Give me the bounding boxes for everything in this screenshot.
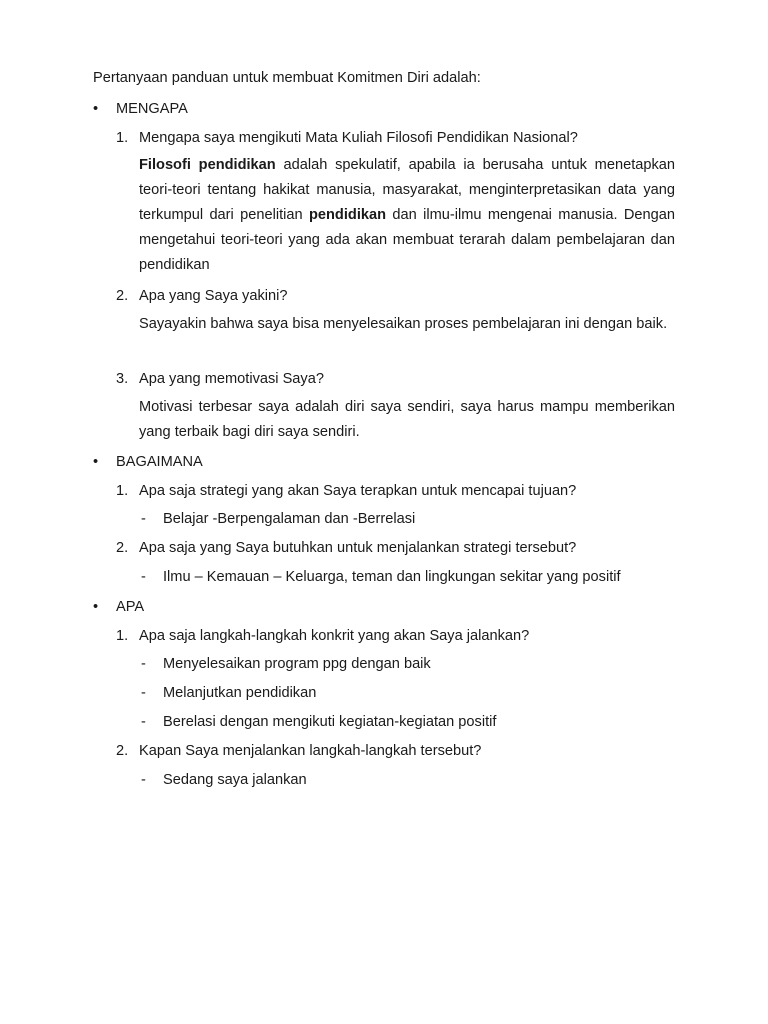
- list-item: Berelasi dengan mengikuti kegiatan-kegiatan positif: [163, 714, 497, 730]
- question-text: Mengapa saya mengikuti Mata Kuliah Filosofi Pendidikan Nasional?: [139, 130, 578, 146]
- question-text: Apa yang Saya yakini?: [139, 288, 288, 304]
- list-item: Belajar -Berpengalaman dan -Berrelasi: [163, 511, 416, 527]
- question-number: 1.: [116, 628, 129, 644]
- dash-marker: -: [141, 511, 146, 527]
- bullet-icon: [93, 99, 105, 119]
- dash-marker: -: [141, 714, 146, 730]
- answer-paragraph: Sayayakin bahwa saya bisa menyelesaikan proses pembelajaran ini dengan baik.: [139, 316, 668, 332]
- question-text: Apa saja langkah-langkah konkrit yang akan Saya jalankan?: [139, 628, 530, 644]
- question-text: Apa yang memotivasi Saya?: [139, 371, 324, 387]
- answer-text: adalah spekulatif, apabila ia berusaha untuk menetapkan teori-teori tentang hakikat manusia, masyarakat, menginterpretasikan data yang terkumpul dari penelitian: [139, 157, 676, 223]
- question-number: 3.: [116, 371, 129, 387]
- question-text: Apa saja yang Saya butuhkan untuk menjalankan strategi tersebut?: [139, 540, 577, 556]
- dash-marker: -: [141, 772, 146, 788]
- section-heading-bagaimana: BAGAIMANA: [116, 454, 203, 470]
- answer-text: dan ilmu-ilmu mengenai manusia. Dengan mengetahui teori-teori yang ada akan membuat terarah dalam pembelajaran dan pendidikan: [139, 207, 675, 273]
- question-number: 2.: [116, 743, 129, 759]
- dash-marker: -: [141, 685, 146, 701]
- bullet-icon: [93, 597, 105, 617]
- question-text: Kapan Saya menjalankan langkah-langkah tersebut?: [139, 743, 482, 759]
- bullet-icon: [93, 452, 105, 472]
- question-number: 1.: [116, 483, 129, 499]
- dash-marker: -: [141, 656, 146, 672]
- section-heading-apa: APA: [116, 599, 145, 615]
- list-item: Menyelesaikan program ppg dengan baik: [163, 656, 431, 672]
- question-number: 2.: [116, 540, 129, 556]
- dash-marker: -: [141, 569, 146, 585]
- question-number: 1.: [116, 130, 129, 146]
- answer-paragraph: [139, 153, 675, 278]
- answer-paragraph: Motivasi terbesar saya adalah diri saya sendiri, saya harus mampu memberikan yang terbaik bagi diri saya sendiri.: [139, 399, 675, 440]
- section-heading-mengapa: MENGAPA: [116, 101, 188, 117]
- list-item: Melanjutkan pendidikan: [163, 685, 317, 701]
- question-text: Apa saja strategi yang akan Saya terapkan untuk mencapai tujuan?: [139, 483, 577, 499]
- bold-term: pendidikan: [308, 207, 387, 223]
- list-item: Sedang saya jalankan: [163, 772, 307, 788]
- intro-text: Pertanyaan panduan untuk membuat Komitmen Diri adalah:: [93, 70, 481, 86]
- list-item: Ilmu – Kemauan – Keluarga, teman dan lingkungan sekitar yang positif: [163, 569, 621, 585]
- question-number: 2.: [116, 288, 129, 304]
- bold-term: Filosofi pendidikan: [139, 157, 276, 173]
